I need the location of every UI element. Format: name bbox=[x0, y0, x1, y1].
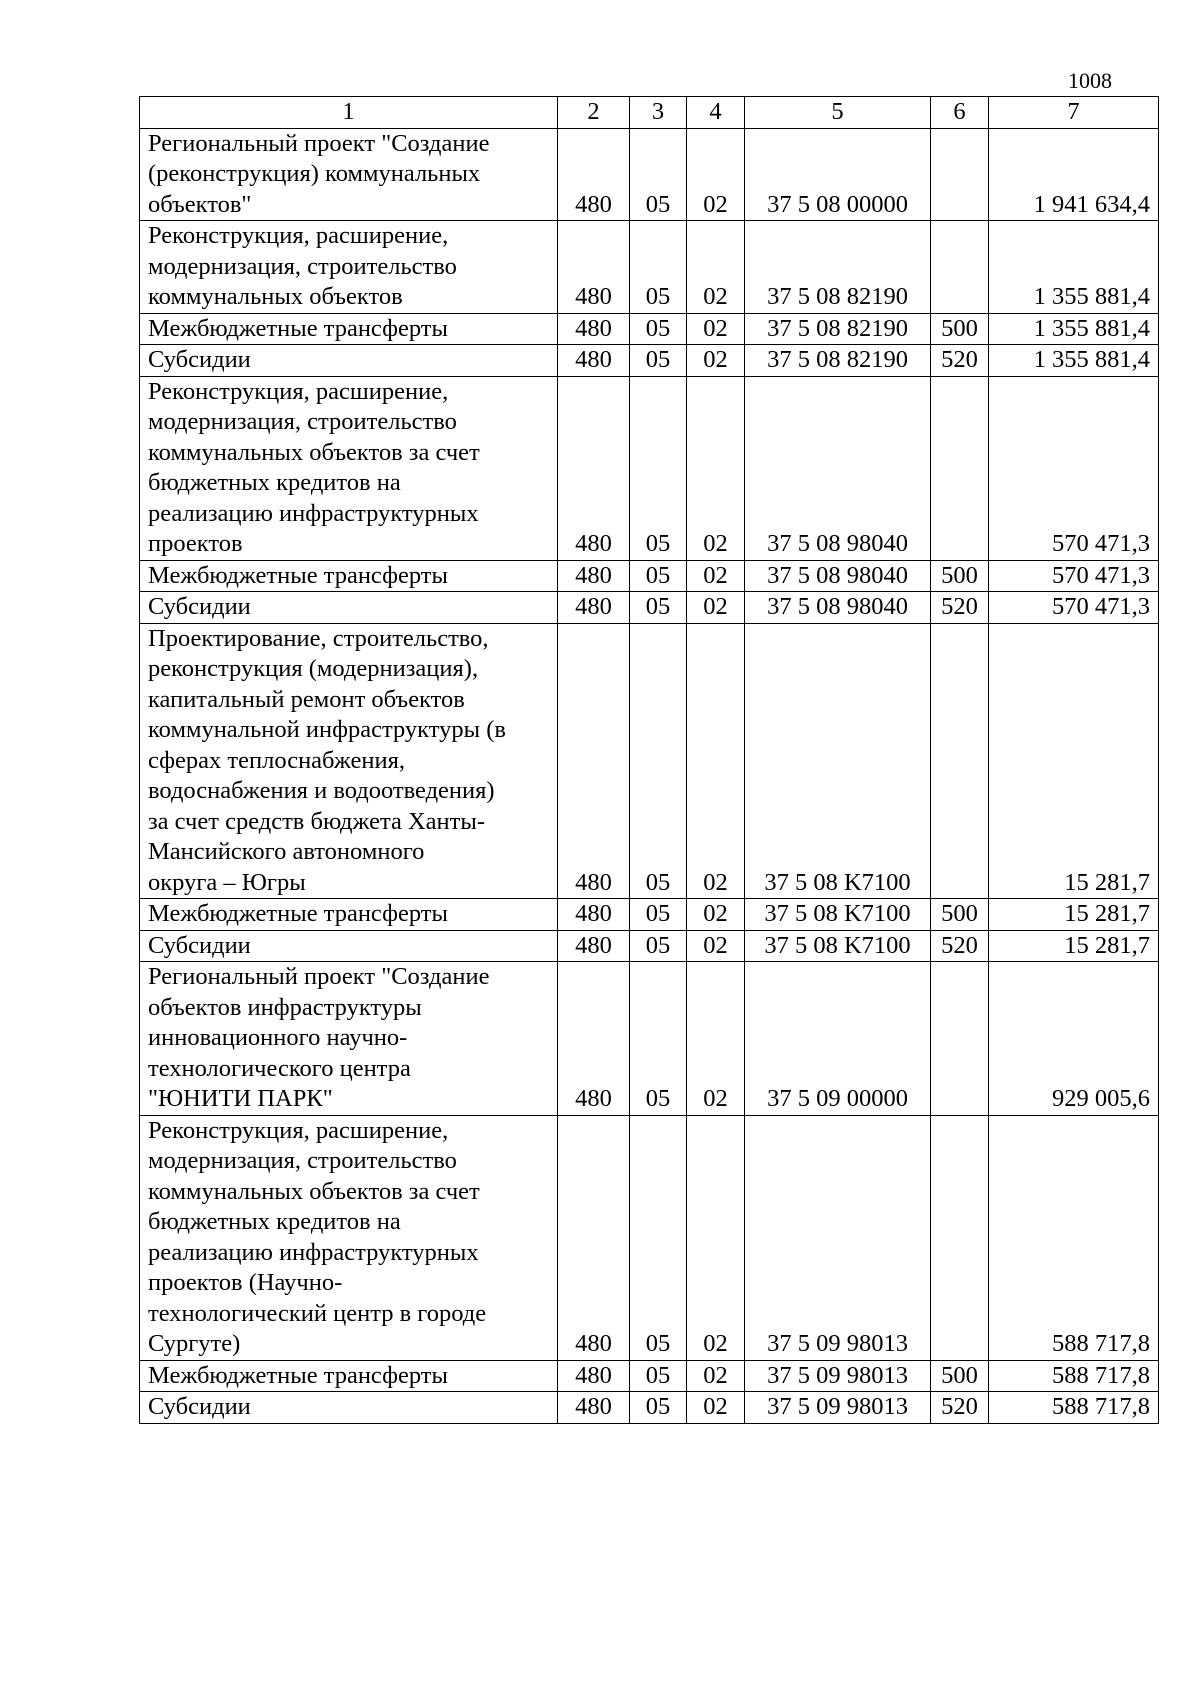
row-code-target: 37 5 08 98040 bbox=[745, 560, 931, 592]
row-code-subsection: 02 bbox=[687, 1115, 745, 1360]
row-code-admin: 480 bbox=[558, 345, 630, 377]
row-code-section: 05 bbox=[630, 1360, 687, 1392]
table-row bbox=[140, 1392, 1159, 1424]
row-code-section: 05 bbox=[630, 221, 687, 314]
row-code-admin: 480 bbox=[558, 1115, 630, 1360]
row-code-section: 05 bbox=[630, 313, 687, 345]
row-code-subsection: 02 bbox=[687, 592, 745, 624]
row-code-section: 05 bbox=[630, 623, 687, 899]
table-row bbox=[140, 1115, 1159, 1360]
table-header-row bbox=[140, 97, 1159, 129]
row-amount: 570 471,3 bbox=[989, 592, 1159, 624]
row-amount: 15 281,7 bbox=[989, 899, 1159, 931]
row-name: Региональный проект "Создание (реконструкция) коммунальных объектов" bbox=[140, 128, 558, 221]
row-name: Реконструкция, расширение, модернизация, строительство коммунальных объектов за счет бюджетных кредитов на реализацию инфраструктурных проектов bbox=[140, 376, 558, 560]
row-name: Межбюджетные трансферты bbox=[140, 313, 558, 345]
row-code-admin: 480 bbox=[558, 623, 630, 899]
table-row bbox=[140, 592, 1159, 624]
row-code-expense-type bbox=[931, 1115, 989, 1360]
row-code-expense-type: 500 bbox=[931, 313, 989, 345]
row-code-expense-type bbox=[931, 376, 989, 560]
row-code-expense-type: 520 bbox=[931, 930, 989, 962]
row-code-section: 05 bbox=[630, 345, 687, 377]
row-code-target: 37 5 09 98013 bbox=[745, 1360, 931, 1392]
row-amount: 15 281,7 bbox=[989, 623, 1159, 899]
row-code-admin: 480 bbox=[558, 962, 630, 1116]
row-code-target: 37 5 08 98040 bbox=[745, 592, 931, 624]
row-name: Межбюджетные трансферты bbox=[140, 1360, 558, 1392]
row-code-expense-type: 520 bbox=[931, 345, 989, 377]
row-code-target: 37 5 09 00000 bbox=[745, 962, 931, 1116]
row-name: Проектирование, строительство, реконструкция (модернизация), капитальный ремонт объектов коммунальной инфраструктуры (в сферах теплоснабжения, водоснабжения и водоотведения) за счет средств бюджета Ханты- Мансийского автономного округа – Югры bbox=[140, 623, 558, 899]
table-row bbox=[140, 962, 1159, 1116]
table-row bbox=[140, 623, 1159, 899]
row-name: Межбюджетные трансферты bbox=[140, 899, 558, 931]
row-code-subsection: 02 bbox=[687, 313, 745, 345]
row-code-subsection: 02 bbox=[687, 962, 745, 1116]
row-name: Межбюджетные трансферты bbox=[140, 560, 558, 592]
row-code-admin: 480 bbox=[558, 899, 630, 931]
row-amount: 570 471,3 bbox=[989, 560, 1159, 592]
row-code-admin: 480 bbox=[558, 313, 630, 345]
page-number: 1008 bbox=[1068, 68, 1112, 93]
row-code-admin: 480 bbox=[558, 592, 630, 624]
row-code-subsection: 02 bbox=[687, 623, 745, 899]
column-header-1: 1 bbox=[140, 97, 558, 129]
row-name: Субсидии bbox=[140, 345, 558, 377]
row-code-target: 37 5 08 K7100 bbox=[745, 899, 931, 931]
row-code-subsection: 02 bbox=[687, 899, 745, 931]
table-row bbox=[140, 560, 1159, 592]
table-row bbox=[140, 221, 1159, 314]
column-header-3: 3 bbox=[630, 97, 687, 129]
row-code-subsection: 02 bbox=[687, 376, 745, 560]
row-code-expense-type: 500 bbox=[931, 560, 989, 592]
table-row bbox=[140, 345, 1159, 377]
row-amount: 588 717,8 bbox=[989, 1360, 1159, 1392]
column-header-4: 4 bbox=[687, 97, 745, 129]
row-code-subsection: 02 bbox=[687, 1392, 745, 1424]
row-name: Реконструкция, расширение, модернизация, строительство коммунальных объектов за счет бюджетных кредитов на реализацию инфраструктурных проектов (Научно- технологический центр в городе Сургуте) bbox=[140, 1115, 558, 1360]
budget-table bbox=[139, 96, 1159, 1424]
table-row bbox=[140, 313, 1159, 345]
row-code-expense-type bbox=[931, 221, 989, 314]
row-code-admin: 480 bbox=[558, 1392, 630, 1424]
row-amount: 588 717,8 bbox=[989, 1115, 1159, 1360]
row-code-expense-type: 500 bbox=[931, 899, 989, 931]
row-code-target: 37 5 08 K7100 bbox=[745, 623, 931, 899]
row-name: Реконструкция, расширение, модернизация, строительство коммунальных объектов bbox=[140, 221, 558, 314]
table-row bbox=[140, 128, 1159, 221]
row-code-target: 37 5 08 00000 bbox=[745, 128, 931, 221]
row-amount: 570 471,3 bbox=[989, 376, 1159, 560]
row-code-target: 37 5 08 98040 bbox=[745, 376, 931, 560]
row-amount: 1 355 881,4 bbox=[989, 313, 1159, 345]
row-code-section: 05 bbox=[630, 930, 687, 962]
row-code-admin: 480 bbox=[558, 128, 630, 221]
row-code-expense-type: 520 bbox=[931, 592, 989, 624]
table-row bbox=[140, 930, 1159, 962]
row-code-target: 37 5 08 82190 bbox=[745, 221, 931, 314]
row-code-subsection: 02 bbox=[687, 560, 745, 592]
row-code-admin: 480 bbox=[558, 221, 630, 314]
row-code-target: 37 5 09 98013 bbox=[745, 1392, 931, 1424]
row-code-subsection: 02 bbox=[687, 221, 745, 314]
row-code-section: 05 bbox=[630, 962, 687, 1116]
row-name: Субсидии bbox=[140, 1392, 558, 1424]
row-name: Субсидии bbox=[140, 930, 558, 962]
row-amount: 1 941 634,4 bbox=[989, 128, 1159, 221]
row-code-subsection: 02 bbox=[687, 930, 745, 962]
table-body bbox=[140, 128, 1159, 1423]
row-code-expense-type bbox=[931, 623, 989, 899]
row-code-section: 05 bbox=[630, 1115, 687, 1360]
row-code-target: 37 5 08 82190 bbox=[745, 345, 931, 377]
table-row bbox=[140, 899, 1159, 931]
row-code-target: 37 5 08 K7100 bbox=[745, 930, 931, 962]
column-header-6: 6 bbox=[931, 97, 989, 129]
row-code-target: 37 5 09 98013 bbox=[745, 1115, 931, 1360]
column-header-2: 2 bbox=[558, 97, 630, 129]
row-code-expense-type bbox=[931, 962, 989, 1116]
row-amount: 15 281,7 bbox=[989, 930, 1159, 962]
row-code-admin: 480 bbox=[558, 1360, 630, 1392]
row-code-section: 05 bbox=[630, 376, 687, 560]
row-amount: 1 355 881,4 bbox=[989, 345, 1159, 377]
row-code-subsection: 02 bbox=[687, 128, 745, 221]
row-code-target: 37 5 08 82190 bbox=[745, 313, 931, 345]
row-code-admin: 480 bbox=[558, 560, 630, 592]
row-code-section: 05 bbox=[630, 899, 687, 931]
row-code-section: 05 bbox=[630, 592, 687, 624]
row-amount: 929 005,6 bbox=[989, 962, 1159, 1116]
row-code-section: 05 bbox=[630, 128, 687, 221]
row-amount: 1 355 881,4 bbox=[989, 221, 1159, 314]
column-header-5: 5 bbox=[745, 97, 931, 129]
row-code-expense-type: 500 bbox=[931, 1360, 989, 1392]
row-code-expense-type: 520 bbox=[931, 1392, 989, 1424]
row-amount: 588 717,8 bbox=[989, 1392, 1159, 1424]
table-row bbox=[140, 1360, 1159, 1392]
row-name: Региональный проект "Создание объектов инфраструктуры инновационного научно- технологического центра "ЮНИТИ ПАРК" bbox=[140, 962, 558, 1116]
row-code-expense-type bbox=[931, 128, 989, 221]
row-code-admin: 480 bbox=[558, 930, 630, 962]
row-code-section: 05 bbox=[630, 1392, 687, 1424]
row-name: Субсидии bbox=[140, 592, 558, 624]
row-code-section: 05 bbox=[630, 560, 687, 592]
row-code-admin: 480 bbox=[558, 376, 630, 560]
row-code-subsection: 02 bbox=[687, 345, 745, 377]
table-row bbox=[140, 376, 1159, 560]
column-header-7: 7 bbox=[989, 97, 1159, 129]
row-code-subsection: 02 bbox=[687, 1360, 745, 1392]
